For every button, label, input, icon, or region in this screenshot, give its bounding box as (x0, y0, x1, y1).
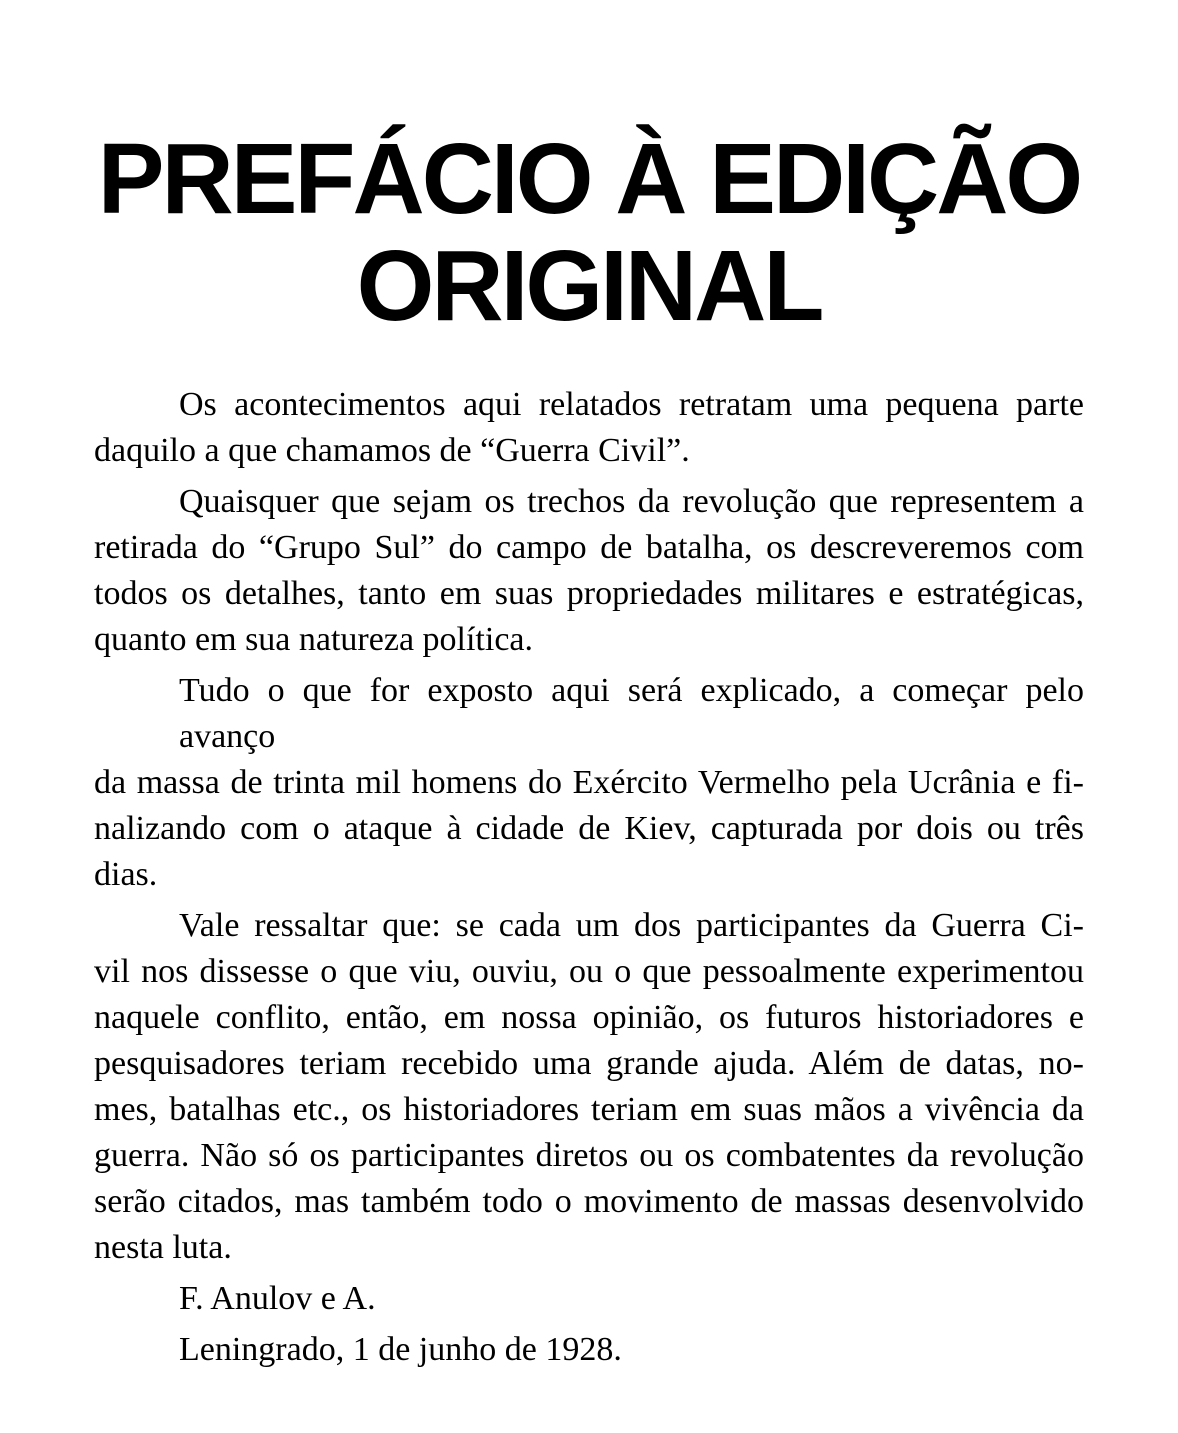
paragraph (94, 668, 1084, 898)
text-line: Quaisquer que sejam os trechos da revolução que representem a (179, 483, 1084, 520)
text-line: mes, batalhas etc., os historiadores teriam em suas mãos a vivência da (94, 1091, 1084, 1128)
paragraph (94, 1276, 1084, 1322)
text-line: nesta luta. (94, 1229, 232, 1266)
text-line: vil nos dissesse o que viu, ouviu, ou o que pessoalmente experimentou (94, 953, 1084, 990)
text-line: Leningrado, 1 de junho de 1928. (179, 1331, 622, 1368)
document-body (94, 382, 1084, 1373)
page-title-line-2: ORIGINAL (356, 230, 822, 342)
paragraph (94, 479, 1084, 663)
text-line: dias. (94, 856, 158, 893)
page-title (94, 123, 1084, 342)
text-line: F. Anulov e A. (179, 1280, 376, 1317)
text-line: guerra. Não só os participantes diretos ou os combatentes da revolução (94, 1137, 1084, 1174)
text-line: pesquisadores teriam recebido uma grande ajuda. Além de datas, no- (94, 1045, 1084, 1082)
text-line: todos os detalhes, tanto em suas propriedades militares e estratégicas, (94, 575, 1084, 612)
text-line: Os acontecimentos aqui relatados retratam uma pequena parte (179, 386, 1084, 423)
text-line: daquilo a que chamamos de “Guerra Civil”. (94, 432, 690, 469)
text-line: nalizando com o ataque à cidade de Kiev, capturada por dois ou três (94, 810, 1084, 847)
paragraph (94, 903, 1084, 1271)
text-line: retirada do “Grupo Sul” do campo de batalha, os descreveremos com (94, 529, 1084, 566)
paragraph (94, 1327, 1084, 1373)
paragraph (94, 382, 1084, 474)
text-line: serão citados, mas também todo o movimento de massas desenvolvido (94, 1183, 1084, 1220)
page-title-line-1: PREFÁCIO À EDIÇÃO (97, 123, 1081, 235)
text-line: Vale ressaltar que: se cada um dos participantes da Guerra Ci- (179, 907, 1084, 944)
text-line: quanto em sua natureza política. (94, 621, 533, 658)
text-line: naquele conflito, então, em nossa opinião, os futuros historiadores e (94, 999, 1084, 1036)
text-line: Tudo o que for exposto aqui será explicado, a começar pelo avanço (179, 672, 1084, 755)
text-line: da massa de trinta mil homens do Exército Vermelho pela Ucrânia e fi- (94, 764, 1084, 801)
